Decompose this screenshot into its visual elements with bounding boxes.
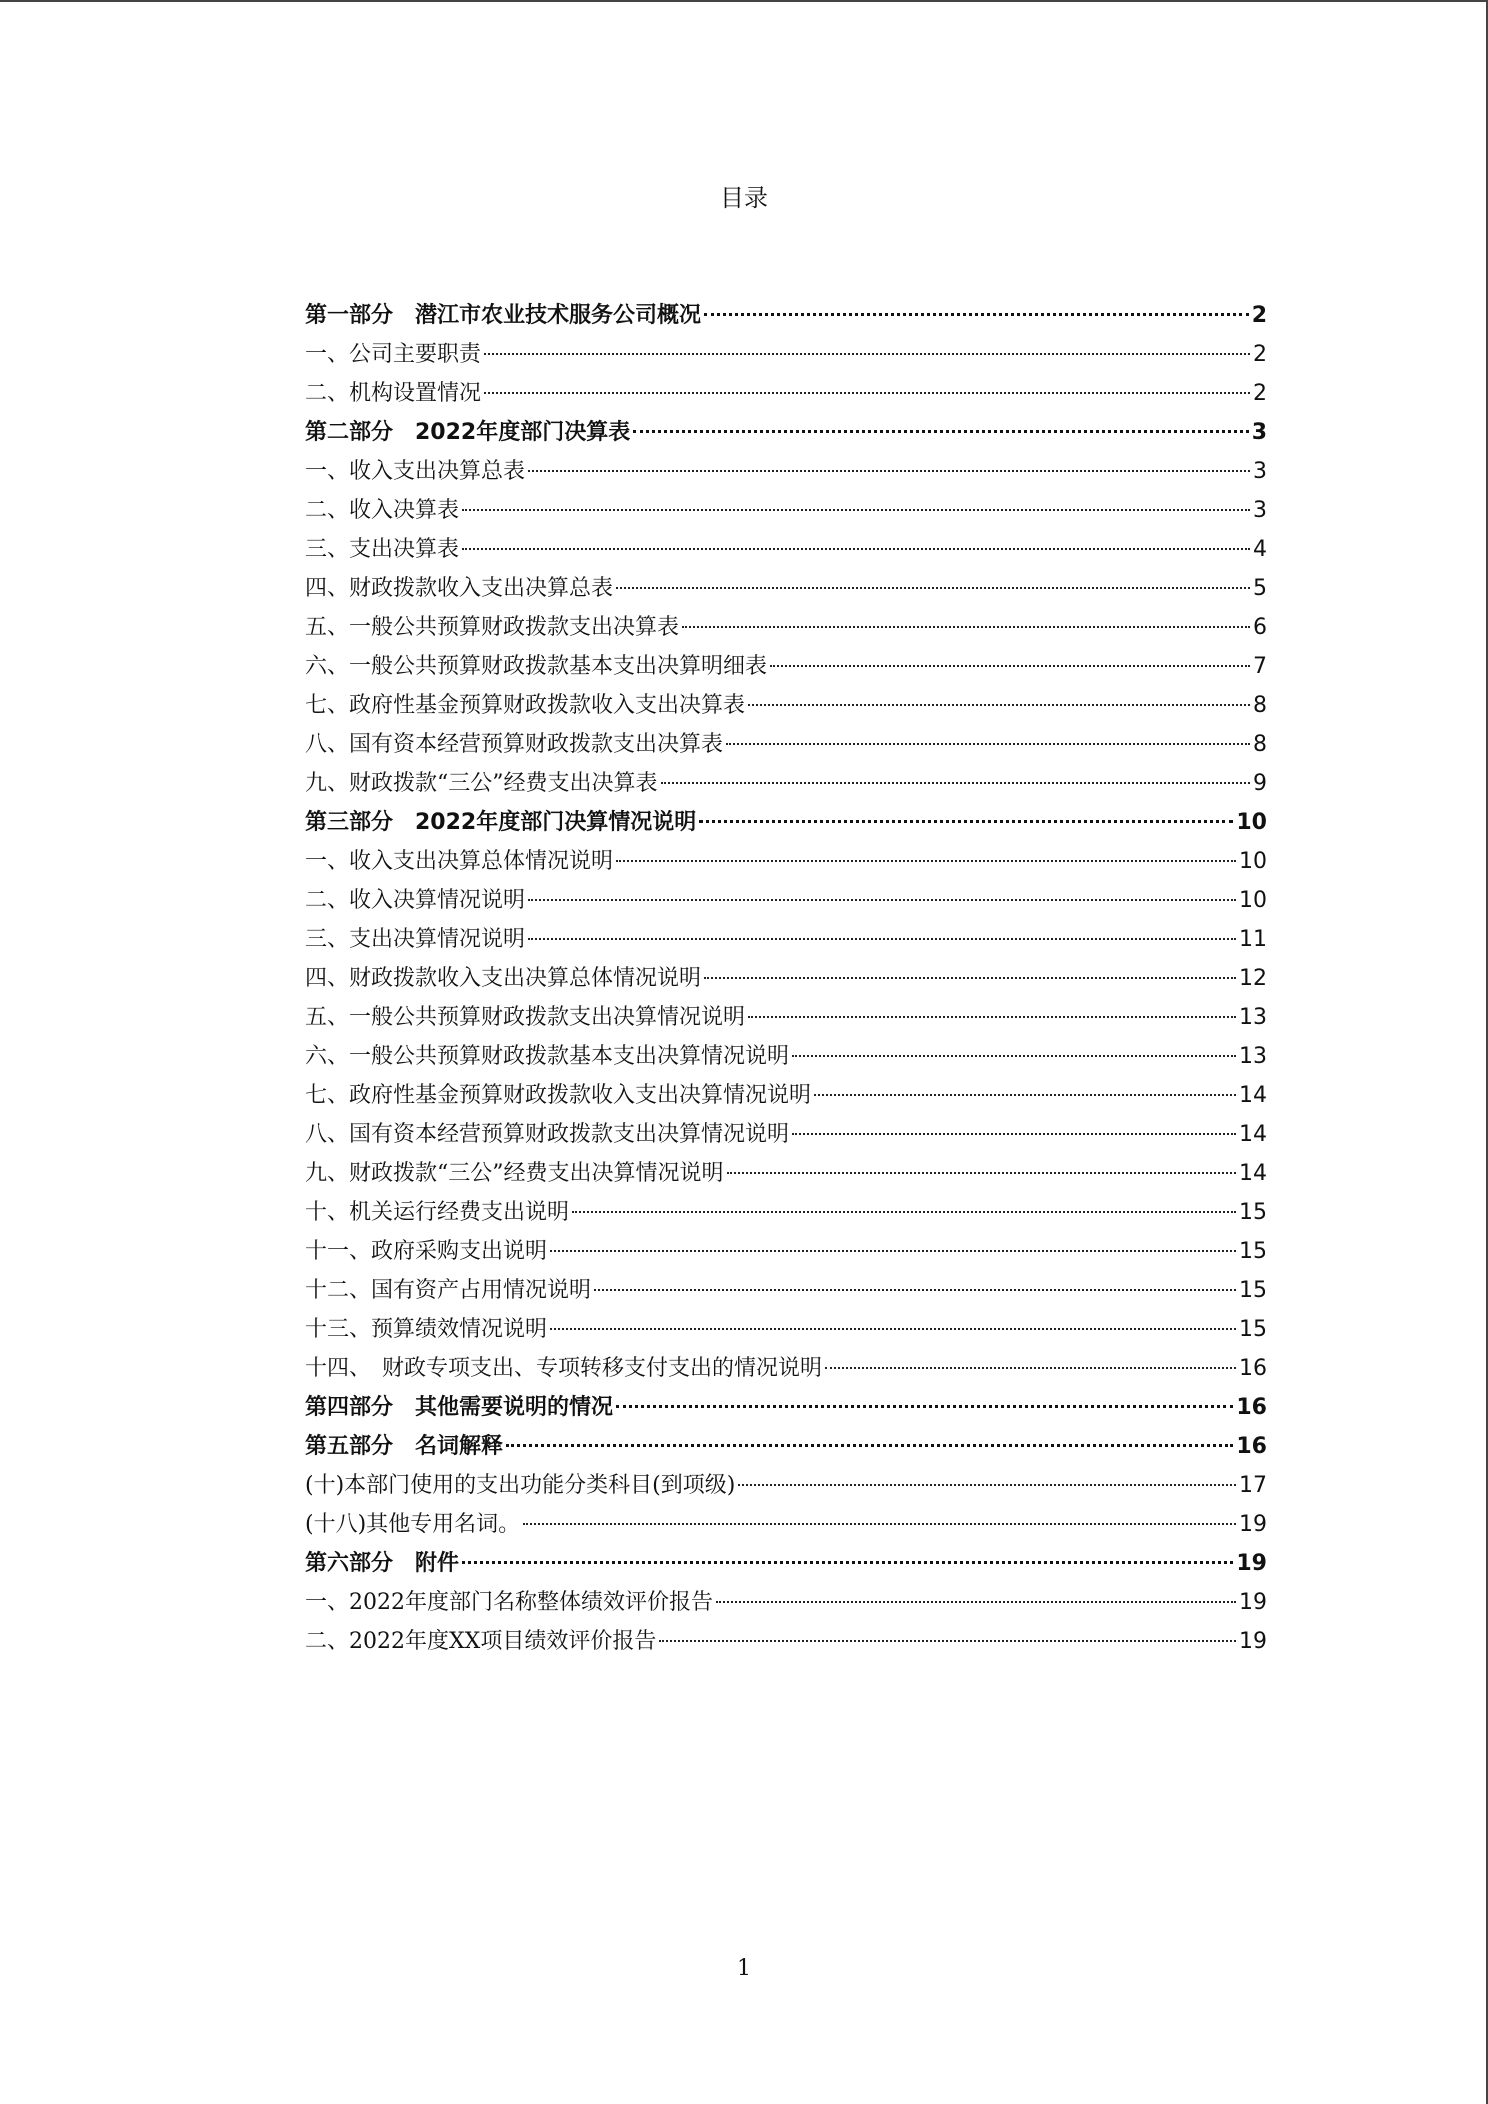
toc-entry[interactable] [305,998,1267,1037]
toc-entry[interactable] [305,608,1267,647]
toc-dot-leader [726,743,1250,745]
toc-entry-page: 9 [1253,771,1267,796]
toc-entry[interactable] [305,842,1267,881]
toc-entry[interactable] [305,452,1267,491]
toc-section-entry[interactable] [305,296,1267,335]
toc-dot-leader [748,1016,1236,1018]
toc-title: 目录 [720,184,768,212]
toc-entry-label: 六、一般公共预算财政拨款基本支出决算情况说明 [305,1044,790,1069]
toc-entry[interactable] [305,881,1267,920]
toc-dot-leader [792,1133,1236,1135]
toc-entry-page: 2 [1251,303,1267,328]
toc-entry-page: 6 [1253,615,1267,640]
toc-entry-page: 3 [1253,498,1267,523]
toc-entry-label: 十四、 财政专项支出、专项转移支付支出的情况说明 [305,1356,823,1381]
toc-entry-page: 16 [1236,1395,1267,1420]
toc-entry[interactable] [305,1466,1267,1505]
toc-entry-page: 10 [1236,810,1267,835]
toc-entry-page: 8 [1253,732,1267,757]
toc-entry-page: 15 [1239,1200,1267,1225]
toc-entry-page: 4 [1253,537,1267,562]
toc-entry-page: 15 [1239,1239,1267,1264]
toc-dot-leader [528,899,1236,901]
toc-dot-leader [616,587,1250,589]
toc-section-entry[interactable] [305,1544,1267,1583]
toc-dot-leader [484,353,1250,355]
toc-entry-page: 17 [1239,1473,1267,1498]
toc-entry[interactable] [305,1583,1267,1622]
toc-dot-leader [616,1405,1233,1408]
toc-entry-label: 第六部分 附件 [305,1551,460,1576]
toc-section-entry[interactable] [305,1388,1267,1427]
toc-dot-leader [748,704,1250,706]
toc-entry-label: 九、财政拨款“三公”经费支出决算情况说明 [305,1161,724,1186]
toc-entry-label: 十一、政府采购支出说明 [305,1239,548,1264]
toc-entry-page: 14 [1239,1122,1267,1147]
toc-entry[interactable] [305,335,1267,374]
toc-entry-page: 7 [1253,654,1267,679]
toc-entry-label: 四、财政拨款收入支出决算总表 [305,576,614,601]
toc-entry[interactable] [305,1622,1267,1661]
page-border-top [0,0,1488,2]
toc-dot-leader [716,1601,1236,1603]
toc-entry-page: 3 [1251,420,1267,445]
toc-dot-leader [462,509,1250,511]
toc-dot-leader [462,548,1250,550]
toc-entry-page: 15 [1239,1317,1267,1342]
toc-dot-leader [661,782,1251,784]
toc-dot-leader [523,1523,1236,1525]
toc-dot-leader [738,1484,1236,1486]
toc-entry-label: 七、政府性基金预算财政拨款收入支出决算表 [305,693,746,718]
toc-entry-label: 第二部分 2022年度部门决算表 [305,420,631,445]
toc-entry-page: 10 [1239,849,1267,874]
toc-entry-page: 15 [1239,1278,1267,1303]
toc-entry[interactable] [305,1037,1267,1076]
toc-entry-label: 六、一般公共预算财政拨款基本支出决算明细表 [305,654,768,679]
toc-section-entry[interactable] [305,1427,1267,1466]
toc-entry[interactable] [305,530,1267,569]
toc-entry-label: 一、公司主要职责 [305,342,482,367]
toc-entry[interactable] [305,1193,1267,1232]
toc-entry-label: 第一部分 潜江市农业技术服务公司概况 [305,303,702,328]
toc-entry-page: 13 [1239,1044,1267,1069]
toc-entry[interactable] [305,1154,1267,1193]
toc-dot-leader [659,1640,1236,1642]
toc-entry-page: 8 [1253,693,1267,718]
toc-dot-leader [572,1211,1236,1213]
toc-dot-leader [825,1367,1236,1369]
toc-entry-page: 11 [1239,927,1267,952]
toc-dot-leader [528,938,1236,940]
toc-entry-label: 三、支出决算情况说明 [305,927,526,952]
toc-dot-leader [550,1328,1236,1330]
toc-dot-leader [484,392,1250,394]
toc-entry-page: 12 [1239,966,1267,991]
toc-entry-label: (十)本部门使用的支出功能分类科目(到项级) [305,1473,736,1498]
table-of-contents [305,296,1267,1661]
toc-entry-label: 十、机关运行经费支出说明 [305,1200,570,1225]
toc-dot-leader [727,1172,1237,1174]
toc-entry-label: 一、收入支出决算总体情况说明 [305,849,614,874]
toc-entry-page: 16 [1236,1434,1267,1459]
toc-entry-label: 四、财政拨款收入支出决算总体情况说明 [305,966,702,991]
toc-entry-label: 八、国有资本经营预算财政拨款支出决算情况说明 [305,1122,790,1147]
toc-entry-page: 5 [1253,576,1267,601]
toc-entry-page: 16 [1239,1356,1267,1381]
toc-entry[interactable] [305,1349,1267,1388]
toc-entry-label: (十八)其他专用名词。 [305,1512,521,1537]
toc-entry[interactable] [305,764,1267,803]
toc-entry-label: 十二、国有资产占用情况说明 [305,1278,592,1303]
toc-entry-label: 第四部分 其他需要说明的情况 [305,1395,614,1420]
toc-entry-label: 九、财政拨款“三公”经费支出决算表 [305,771,658,796]
toc-dot-leader [616,860,1236,862]
toc-entry[interactable] [305,959,1267,998]
toc-dot-leader [633,430,1248,433]
toc-entry[interactable] [305,569,1267,608]
toc-entry-label: 七、政府性基金预算财政拨款收入支出决算情况说明 [305,1083,812,1108]
toc-dot-leader [462,1561,1233,1564]
toc-entry-page: 3 [1253,459,1267,484]
toc-entry-page: 13 [1239,1005,1267,1030]
toc-entry-label: 五、一般公共预算财政拨款支出决算情况说明 [305,1005,746,1030]
toc-dot-leader [770,665,1250,667]
toc-entry-label: 第五部分 名词解释 [305,1434,504,1459]
toc-entry-label: 三、支出决算表 [305,537,460,562]
toc-entry[interactable] [305,1232,1267,1271]
toc-entry-label: 二、2022年度XX项目绩效评价报告 [305,1629,657,1654]
toc-dot-leader [704,313,1249,316]
toc-entry-page: 14 [1239,1161,1267,1186]
toc-entry-page: 2 [1253,342,1267,367]
toc-entry-page: 10 [1239,888,1267,913]
toc-entry[interactable] [305,647,1267,686]
toc-entry-page: 19 [1239,1629,1267,1654]
toc-dot-leader [528,470,1250,472]
toc-entry[interactable] [305,920,1267,959]
toc-entry[interactable] [305,1271,1267,1310]
toc-entry-label: 十三、预算绩效情况说明 [305,1317,548,1342]
toc-entry-label: 八、国有资本经营预算财政拨款支出决算表 [305,732,724,757]
toc-entry-label: 一、收入支出决算总表 [305,459,526,484]
toc-entry[interactable] [305,1115,1267,1154]
toc-entry-page: 14 [1239,1083,1267,1108]
toc-entry-label: 二、收入决算表 [305,498,460,523]
toc-entry-label: 二、机构设置情况 [305,381,482,406]
toc-dot-leader [594,1289,1236,1291]
toc-entry[interactable] [305,725,1267,764]
toc-section-entry[interactable] [305,803,1267,842]
toc-entry-page: 19 [1239,1512,1267,1537]
toc-entry-page: 2 [1253,381,1267,406]
toc-dot-leader [814,1094,1236,1096]
toc-entry[interactable] [305,686,1267,725]
toc-entry-label: 第三部分 2022年度部门决算情况说明 [305,810,697,835]
toc-entry[interactable] [305,374,1267,413]
toc-entry[interactable] [305,491,1267,530]
toc-dot-leader [506,1444,1233,1447]
toc-entry[interactable] [305,1310,1267,1349]
toc-entry-label: 五、一般公共预算财政拨款支出决算表 [305,615,680,640]
toc-section-entry[interactable] [305,413,1267,452]
toc-dot-leader [699,820,1233,823]
toc-entry-page: 19 [1239,1590,1267,1615]
toc-dot-leader [682,626,1250,628]
toc-dot-leader [550,1250,1236,1252]
toc-entry-label: 二、收入决算情况说明 [305,888,526,913]
toc-entry[interactable] [305,1505,1267,1544]
toc-entry[interactable] [305,1076,1267,1115]
toc-entry-label: 一、2022年度部门名称整体绩效评价报告 [305,1590,713,1615]
page-number: 1 [737,1956,751,1981]
toc-dot-leader [704,977,1236,979]
toc-dot-leader [792,1055,1236,1057]
toc-entry-page: 19 [1236,1551,1267,1576]
